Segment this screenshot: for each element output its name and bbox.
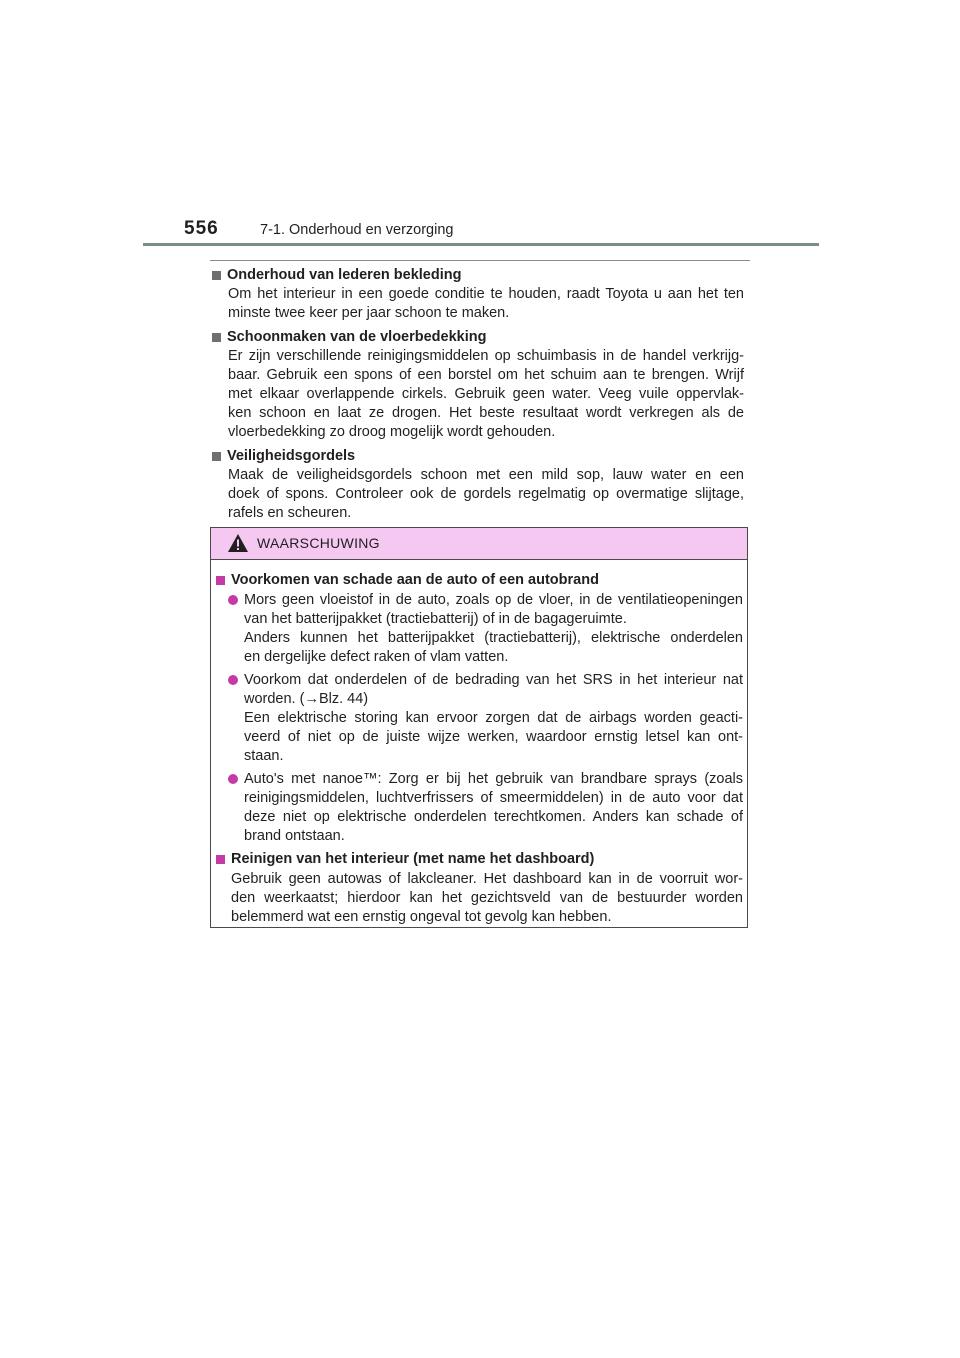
text-line: Auto's met nanoe™: Zorg er bij het gebruik van brandbare sprays (zoals	[244, 771, 743, 787]
section-square-icon	[212, 333, 221, 342]
text-line: reinigingsmiddelen, luchtverfrissers of smeermiddelen) in de auto voor dat	[244, 790, 743, 806]
text-line: Maak de veiligheidsgordels schoon met een mild sop, lauw water en een	[228, 467, 744, 483]
text-line: baar. Gebruik een spons of een borstel om het schuim aan te brengen. Wrijf	[228, 367, 744, 383]
text-line: belemmerd wat een ernstig ongeval tot gevolg kan hebben.	[231, 909, 612, 925]
section-square-icon	[212, 271, 221, 280]
text-line: Om het interieur in een goede conditie te houden, raadt Toyota u aan het ten	[228, 286, 744, 302]
text-line: Gebruik geen autowas of lakcleaner. Het dashboard kan in de voorruit wor-	[231, 871, 743, 887]
bullet-dot-icon	[228, 595, 238, 605]
text-line: veerd of niet op de juiste wijze werken, waardoor ernstig letsel kan ont-	[244, 729, 743, 745]
text-line: Een elektrische storing kan ervoor zorgen dat de airbags worden geacti-	[244, 710, 743, 726]
warning-section-heading: Reinigen van het interieur (met name het dashboard)	[215, 850, 743, 869]
text-line: Voorkom dat onderdelen of de bedrading van het SRS in het interieur nat	[244, 672, 743, 688]
warning-bullet	[228, 591, 743, 667]
text-line: doek of spons. Controleer ook de gordels regelmatig op overmatige slijtage,	[228, 486, 744, 502]
warning-box	[210, 527, 748, 928]
bullet-dot-icon	[228, 774, 238, 784]
bullet-dot-icon	[228, 675, 238, 685]
text-line: staan.	[244, 748, 284, 764]
content-top-rule	[210, 260, 750, 261]
header-rule	[143, 243, 819, 246]
warning-header	[211, 528, 747, 560]
section-heading: Schoonmaken van de vloerbedekking	[227, 329, 487, 345]
warning-title: WAARSCHUWING	[257, 535, 380, 551]
warning-section-heading: Voorkomen van schade aan de auto of een autobrand	[215, 571, 743, 590]
section-title: 7-1. Onderhoud en verzorging	[260, 222, 454, 238]
text-line: den weerkaatst; hierdoor kan het gezichtsveld van de bestuurder worden	[231, 890, 743, 906]
text-line: ken schoon en laat ze drogen. Het beste resultaat wordt verkregen als de	[228, 405, 744, 421]
text-line: brand ontstaan.	[244, 828, 345, 844]
text-line: en dergelijke defect raken of vlam vatten.	[244, 649, 509, 665]
section-leather-care	[211, 266, 744, 323]
content-body	[211, 266, 744, 528]
section-seatbelts	[211, 447, 744, 523]
text-line: Mors geen vloeistof in de auto, zoals op de vloer, in de ventilatieopeningen	[244, 592, 743, 608]
text-line: Anders kunnen het batterijpakket (tractiebatterij), elektrische onderdelen	[244, 630, 743, 646]
page-number: 556	[184, 218, 219, 239]
text-line: vloerbedekking zo droog mogelijk wordt gehouden.	[228, 424, 556, 440]
section-heading: Veiligheidsgordels	[227, 448, 356, 464]
text-line: van het batterijpakket (tractiebatterij) of in de bagageruimte.	[244, 611, 627, 627]
text-line: Er zijn verschillende reinigingsmiddelen op schuimbasis in de handel verkrijg-	[228, 348, 744, 364]
warning-bullet	[228, 770, 743, 846]
text-line: minste twee keer per jaar schoon te maken.	[228, 305, 510, 321]
section-square-icon	[216, 855, 225, 864]
section-square-icon	[216, 576, 225, 585]
warning-triangle-icon	[227, 533, 249, 558]
text-line: rafels en scheuren.	[228, 505, 352, 521]
text-line: deze niet op elektrische onderdelen terechtkomen. Anders kan schade of	[244, 809, 743, 825]
section-heading: Onderhoud van lederen bekleding	[227, 267, 462, 283]
warning-bullet	[228, 671, 743, 766]
text-line: met elkaar overlappende cirkels. Gebruik geen water. Veeg vuile oppervlak-	[228, 386, 744, 402]
section-square-icon	[212, 452, 221, 461]
warning-body	[215, 571, 743, 927]
text-line: worden. (→Blz. 44)	[244, 691, 369, 707]
section-carpet-cleaning	[211, 328, 744, 442]
